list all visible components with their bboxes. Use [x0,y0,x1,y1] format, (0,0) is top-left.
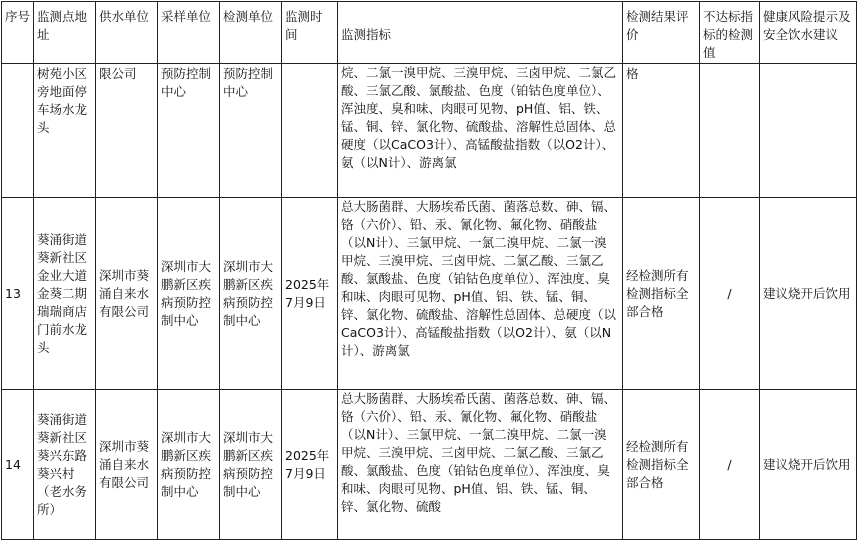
cell-tester: 深圳市大鹏新区疾病预防控制中心 [220,198,282,390]
cell-indicators: 总大肠菌群、大肠埃希氏菌、菌落总数、砷、镉、铬（六价）、铅、汞、氰化物、氟化物、硝酸盐（以N计）、三氯甲烷、一氯二溴甲烷、二氯一溴甲烷、三溴甲烷、三卤甲烷、二氯乙酸、三氯乙酸、氯酸盐、色度（铂钴色度单位）、浑浊度、臭和味、肉眼可见物、pH值、铝、铁、锰、铜、锌、氯化物、硫酸盐、溶解性总固体、总硬度（以CaCO3计）、高锰酸盐指数（以O2计）、氨（以N计）、游离氯 [338,198,623,390]
table-row [2,64,857,198]
cell-tester: 深圳市大鹏新区疾病预防控制中心 [220,390,282,540]
cell-result: 经检测所有检测指标全部合格 [623,390,700,540]
cell-advice: 建议烧开后饮用 [760,198,857,390]
table-row [2,390,857,540]
cell-result: 经检测所有检测指标全部合格 [623,198,700,390]
cell-seq [2,64,34,198]
cell-site: 葵涌街道葵新社区葵兴东路葵兴村（老水务所） [34,390,96,540]
cell-site: 树苑小区旁地面停车场水龙头 [34,64,96,198]
cell-site: 葵涌街道葵新社区金业大道金葵二期瑞瑞商店门前水龙头 [34,198,96,390]
cell-time: 2025年7月9日 [282,198,338,390]
cell-advice: 建议烧开后饮用 [760,390,857,540]
header-time: 监测时间 [282,2,338,64]
cell-advice [760,64,857,198]
cell-seq: 14 [2,390,34,540]
cell-supplier: 深圳市葵涌自来水有限公司 [96,198,158,390]
monitoring-table [1,1,857,540]
cell-indicators: 总大肠菌群、大肠埃希氏菌、菌落总数、砷、镉、铬（六价）、铅、汞、氰化物、氟化物、硝酸盐（以N计）、三氯甲烷、一氯二溴甲烷、二氯一溴甲烷、三溴甲烷、三卤甲烷、二氯乙酸、三氯乙酸、氯酸盐、色度（铂钴色度单位）、浑浊度、臭和味、肉眼可见物、pH值、铝、铁、锰、铜、锌、氯化物、硫酸 [338,390,623,540]
cell-indicators: 烷、二氯一溴甲烷、三溴甲烷、三卤甲烷、二氯乙酸、三氯乙酸、氯酸盐、色度（铂钴色度单位）、浑浊度、臭和味、肉眼可见物、pH值、铝、铁、锰、铜、锌、氯化物、硫酸盐、溶解性总固体、总硬度（以CaCO3计）、高锰酸盐指数（以O2计）、氨（以N计）、游离氯 [338,64,623,198]
header-seq: 序号 [2,2,34,64]
cell-sampler: 预防控制中心 [158,64,220,198]
cell-time: 2025年7月9日 [282,390,338,540]
header-fail-values: 不达标指标的检测值 [700,2,760,64]
header-sampler: 采样单位 [158,2,220,64]
header-advice: 健康风险提示及安全饮水建议 [760,2,857,64]
cell-supplier: 深圳市葵涌自来水有限公司 [96,390,158,540]
header-tester: 检测单位 [220,2,282,64]
cell-supplier: 限公司 [96,64,158,198]
cell-sampler: 深圳市大鹏新区疾病预防控制中心 [158,198,220,390]
header-indicators: 监测指标 [338,2,623,64]
header-result: 检测结果评价 [623,2,700,64]
header-supplier: 供水单位 [96,2,158,64]
cell-seq: 13 [2,198,34,390]
cell-fail-values [700,64,760,198]
cell-sampler: 深圳市大鹏新区疾病预防控制中心 [158,390,220,540]
cell-fail-values: / [700,390,760,540]
cell-time [282,64,338,198]
header-site: 监测点地址 [34,2,96,64]
cell-fail-values: / [700,198,760,390]
cell-result: 格 [623,64,700,198]
table-row [2,198,857,390]
header-row [2,2,857,64]
cell-tester: 预防控制中心 [220,64,282,198]
